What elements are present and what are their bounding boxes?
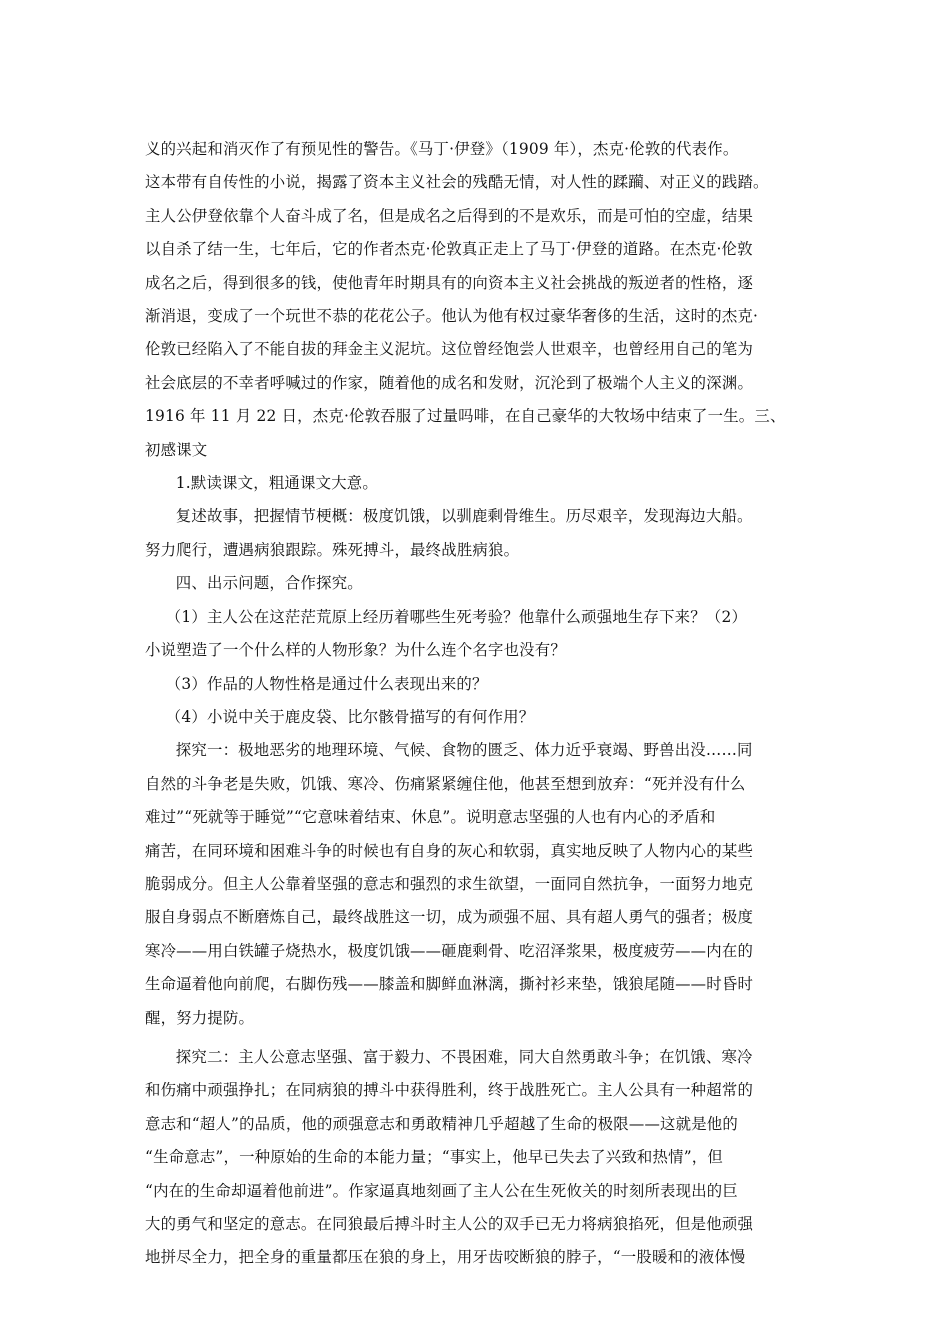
text-line: “生命意志”，一种原始的生命的本能力量；“事实上，他早已失去了兴致和热情”，但 <box>145 1148 723 1167</box>
text-line: 这本带有自传性的小说，揭露了资本主义社会的残酷无情，对人性的蹂躏、对正义的践踏。 <box>145 173 769 192</box>
text-line: 寒冷——用白铁罐子烧热水，极度饥饿——砸鹿剩骨、吃沼泽浆果，极度疲劳——内在的 <box>145 941 754 960</box>
text-line: “内在的生命却逼着他前进”。作家逼真地刻画了主人公在生死攸关的时刻所表现出的巨 <box>145 1181 738 1200</box>
text-line: 复述故事，把握情节梗概：极度饥饿，以驯鹿剩骨维生。历尽艰辛，发现海边大船。 <box>175 507 753 526</box>
document-page <box>145 133 813 1275</box>
paragraph-reading-task: 1.默读课文，粗通课文大意。 <box>175 474 378 493</box>
paragraph-author-biography <box>145 133 813 467</box>
paragraph-question-1-2 <box>145 601 813 668</box>
text-line: 社会底层的不幸者呼喊过的作家，随着他的成名和发财，沉沦到了极端个人主义的深渊。 <box>145 373 754 392</box>
text-line: 生命逼着他向前爬，右脚伤残——膝盖和脚鲜血淋漓，撕衬衫来垫，饿狼尾随——时昏时 <box>145 975 754 994</box>
text-line: 醒，努力提防。 <box>145 1008 255 1027</box>
text-line: 和伤痛中顽强挣扎；在同病狼的搏斗中获得胜利，终于战胜死亡。主人公具有一种超常的 <box>145 1081 754 1100</box>
text-line: 意志和“超人”的品质，他的顽强意志和勇敢精神几乎超越了生命的极限——这就是他的 <box>145 1114 738 1133</box>
text-line: 小说塑造了一个什么样的人物形象？为什么连个名字也没有？ <box>145 641 566 660</box>
paragraph-question-4: （4）小说中关于鹿皮袋、比尔骸骨描写的有何作用？ <box>165 707 535 726</box>
paragraph-exploration-2 <box>145 1041 813 1275</box>
text-line: 服自身弱点不断磨炼自己，最终战胜这一切，成为顽强不屈、具有超人勇气的强者；极度 <box>145 908 754 927</box>
text-line: 1916 年 11 月 22 日，杰克·伦敦吞服了过量吗啡，在自己豪华的大牧场中结束了一生。三、 <box>145 407 786 426</box>
text-line: 探究一：极地恶劣的地理环境、气候、食物的匮乏、体力近乎衰竭、野兽出没……同 <box>175 741 753 760</box>
text-line: 伦敦已经陷入了不能自拔的拜金主义泥坑。这位曾经饱尝人世艰辛，也曾经用自己的笔为 <box>145 340 754 359</box>
paragraph-exploration-1 <box>145 734 813 1035</box>
text-line: 以自杀了结一生，七年后，它的作者杰克·伦敦真正走上了马丁·伊登的道路。在杰克·伦敦 <box>145 240 753 259</box>
text-line: 初感课文 <box>145 440 208 459</box>
text-line: 难过”“死就等于睡觉”“它意味着结束、休息”。说明意志坚强的人也有内心的矛盾和 <box>145 808 716 827</box>
text-line: 痛苦，在同环境和困难斗争的时候也有自身的灰心和软弱，真实地反映了人物内心的某些 <box>145 841 754 860</box>
section-heading-questions: 四、出示问题，合作探究。 <box>175 574 363 593</box>
text-line: 渐消退，变成了一个玩世不恭的花花公子。他认为他有权过豪华奢侈的生活，这时的杰克· <box>145 307 759 326</box>
paragraph-story-summary <box>145 500 813 567</box>
text-line: 努力爬行，遭遇病狼跟踪。殊死搏斗，最终战胜病狼。 <box>145 540 520 559</box>
text-line: 脆弱成分。但主人公靠着坚强的意志和强烈的求生欲望，一面同自然抗争，一面努力地克 <box>145 874 754 893</box>
text-line: 探究二：主人公意志坚强、富于毅力、不畏困难，同大自然勇敢斗争；在饥饿、寒冷 <box>175 1047 753 1066</box>
text-line: 大的勇气和坚定的意志。在同狼最后搏斗时主人公的双手已无力将病狼掐死，但是他顽强 <box>145 1215 754 1233</box>
text-line: 自然的斗争老是失败，饥饿、寒冷、伤痛紧紧缠住他，他甚至想到放弃：“死并没有什么 <box>145 774 746 793</box>
text-line: 地拼尽全力，把全身的重量都压在狼的身上，用牙齿咬断狼的脖子，“一股暖和的液体慢 <box>145 1248 746 1267</box>
text-line: （1）主人公在这茫茫荒原上经历着哪些生死考验？他靠什么顽强地生存下来？（2） <box>165 607 748 626</box>
paragraph-question-3: （3）作品的人物性格是通过什么表现出来的？ <box>165 674 488 693</box>
text-line: 主人公伊登依靠个人奋斗成了名，但是成名之后得到的不是欢乐，而是可怕的空虚，结果 <box>145 206 754 225</box>
text-line: 义的兴起和消灭作了有预见性的警告。《马丁·伊登》（1909 年），杰克·伦敦的代表作。 <box>145 140 739 158</box>
text-line: 成名之后，得到很多的钱，使他青年时期具有的向资本主义社会挑战的叛逆者的性格，逐 <box>145 273 754 292</box>
